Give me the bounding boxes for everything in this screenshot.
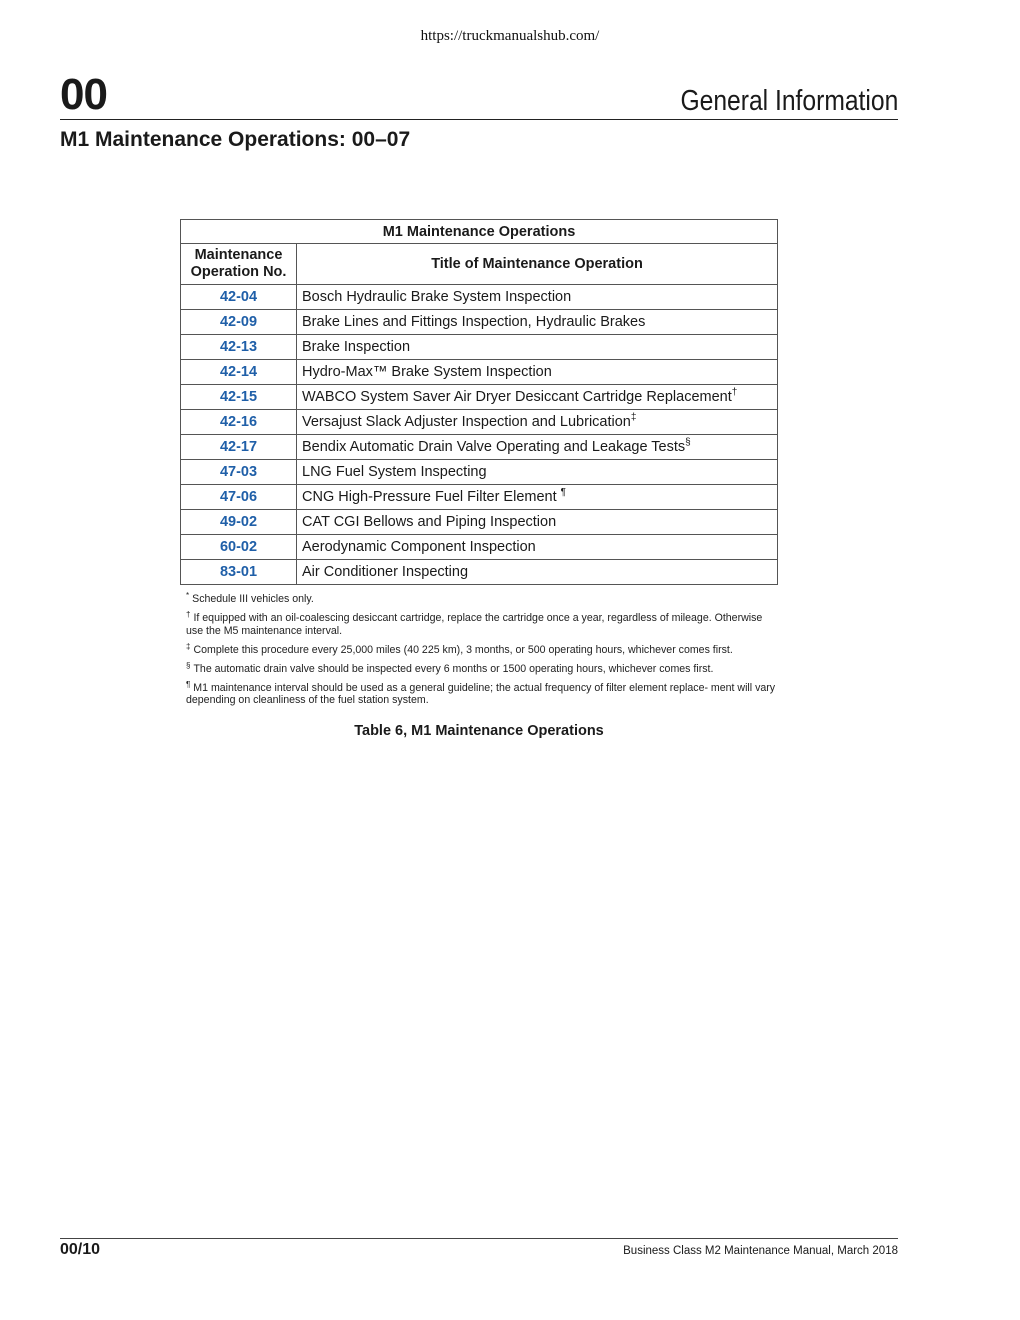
footnote-text: Complete this procedure every 25,000 miles (40 225 km), 3 months, or 500 operating hours, whichever comes first.	[193, 643, 733, 656]
operation-code-link[interactable]: 42-16	[181, 410, 297, 435]
footnote	[186, 679, 782, 707]
operation-title-cell	[297, 510, 778, 535]
table-row	[181, 435, 778, 460]
table-body	[181, 285, 778, 585]
table-caption-row	[181, 220, 778, 244]
column-header-operation-no: Maintenance Operation No.	[181, 244, 297, 285]
table-row	[181, 385, 778, 410]
footnote	[186, 641, 782, 657]
operation-code-link[interactable]: 83-01	[181, 560, 297, 585]
operation-title-cell	[297, 385, 778, 410]
section-title: M1 Maintenance Operations: 00–07	[60, 128, 411, 151]
operation-code-link[interactable]: 47-06	[181, 485, 297, 510]
footnote-mark: §	[186, 660, 191, 670]
operation-title-cell	[297, 360, 778, 385]
operation-title: Versajust Slack Adjuster Inspection and Lubrication	[302, 414, 631, 430]
operation-title-cell	[297, 335, 778, 360]
operation-code-link[interactable]: 60-02	[181, 535, 297, 560]
operation-code-link[interactable]: 42-14	[181, 360, 297, 385]
manual-name: Business Class M2 Maintenance Manual, March 2018	[623, 1245, 898, 1257]
footnote-mark: ‡	[186, 641, 191, 651]
chapter-number: 00	[60, 70, 107, 119]
operation-title: Aerodynamic Component Inspection	[302, 539, 536, 555]
table-footnotes	[186, 593, 782, 713]
operation-title: Brake Inspection	[302, 339, 411, 355]
operation-title: Brake Lines and Fittings Inspection, Hydraulic Brakes	[302, 314, 646, 330]
operation-code-link[interactable]: 49-02	[181, 510, 297, 535]
table-row	[181, 310, 778, 335]
operation-title: Bosch Hydraulic Brake System Inspection	[302, 289, 572, 305]
footnote	[186, 660, 782, 676]
operation-code-link[interactable]: 42-15	[181, 385, 297, 410]
table-row	[181, 510, 778, 535]
source-url[interactable]: https://truckmanualshub.com/	[420, 28, 600, 44]
operation-title-cell	[297, 485, 778, 510]
footnote-marker: ‡	[630, 412, 637, 423]
footnote-text: If equipped with an oil-coalescing desiccant cartridge, replace the cartridge once a year, regardless of mileage. Otherwise use the M5 maintenance interval.	[186, 612, 763, 637]
table-row	[181, 535, 778, 560]
table-row	[181, 360, 778, 385]
operation-title: CAT CGI Bellows and Piping Inspection	[302, 514, 557, 530]
column-header-title: Title of Maintenance Operation	[297, 244, 778, 285]
operation-title-cell	[297, 310, 778, 335]
operation-title-cell	[297, 410, 778, 435]
footnote-mark: †	[186, 610, 191, 619]
operation-code-link[interactable]: 42-17	[181, 435, 297, 460]
table-row	[181, 560, 778, 585]
footnote-text: M1 maintenance interval should be used as a general guideline; the actual frequency of filter element replace- ment will vary depending on cleanliness of the fuel station system.	[186, 681, 776, 706]
operation-code-link[interactable]: 42-09	[181, 310, 297, 335]
table-row	[181, 285, 778, 310]
operation-title: CNG High-Pressure Fuel Filter Element	[302, 489, 561, 505]
operation-code-link[interactable]: 47-03	[181, 460, 297, 485]
chapter-title: General Information	[680, 85, 898, 117]
table-header-row	[181, 244, 778, 285]
operation-title: Bendix Automatic Drain Valve Operating and Leakage Tests	[302, 439, 686, 455]
footnote-marker: ¶	[560, 487, 567, 498]
page-number: 00/10	[60, 1241, 101, 1258]
operation-title: Air Conditioner Inspecting	[302, 564, 469, 580]
table-row	[181, 410, 778, 435]
footnote-text: The automatic drain valve should be inspected every 6 months or 1500 operating hours, whichever comes first.	[193, 662, 714, 675]
operation-code-link[interactable]: 42-13	[181, 335, 297, 360]
footnote	[186, 593, 782, 606]
operation-title-cell	[297, 535, 778, 560]
table-row	[181, 485, 778, 510]
operation-title-cell	[297, 460, 778, 485]
footnote-text: Schedule III vehicles only.	[192, 593, 314, 605]
operation-title-cell	[297, 285, 778, 310]
table-row	[181, 460, 778, 485]
operation-title: LNG Fuel System Inspecting	[302, 464, 487, 480]
operation-title: WABCO System Saver Air Dryer Desiccant Cartridge Replacement	[302, 389, 732, 405]
operation-title: Hydro-Max™ Brake System Inspection	[302, 364, 552, 380]
footnote	[186, 612, 782, 637]
header-divider	[60, 119, 898, 120]
table-caption: M1 Maintenance Operations	[181, 220, 778, 244]
maintenance-operations-table	[180, 219, 778, 585]
operation-title-cell	[297, 435, 778, 460]
table-title-caption: Table 6, M1 Maintenance Operations	[354, 723, 604, 739]
footer-divider	[60, 1238, 898, 1239]
footnote-marker: †	[731, 387, 738, 398]
operation-title-cell	[297, 560, 778, 585]
footnote-marker: §	[685, 437, 691, 448]
operation-code-link[interactable]: 42-04	[181, 285, 297, 310]
footnote-mark: ¶	[186, 679, 191, 689]
table-row	[181, 335, 778, 360]
footnote-mark: *	[186, 591, 190, 600]
